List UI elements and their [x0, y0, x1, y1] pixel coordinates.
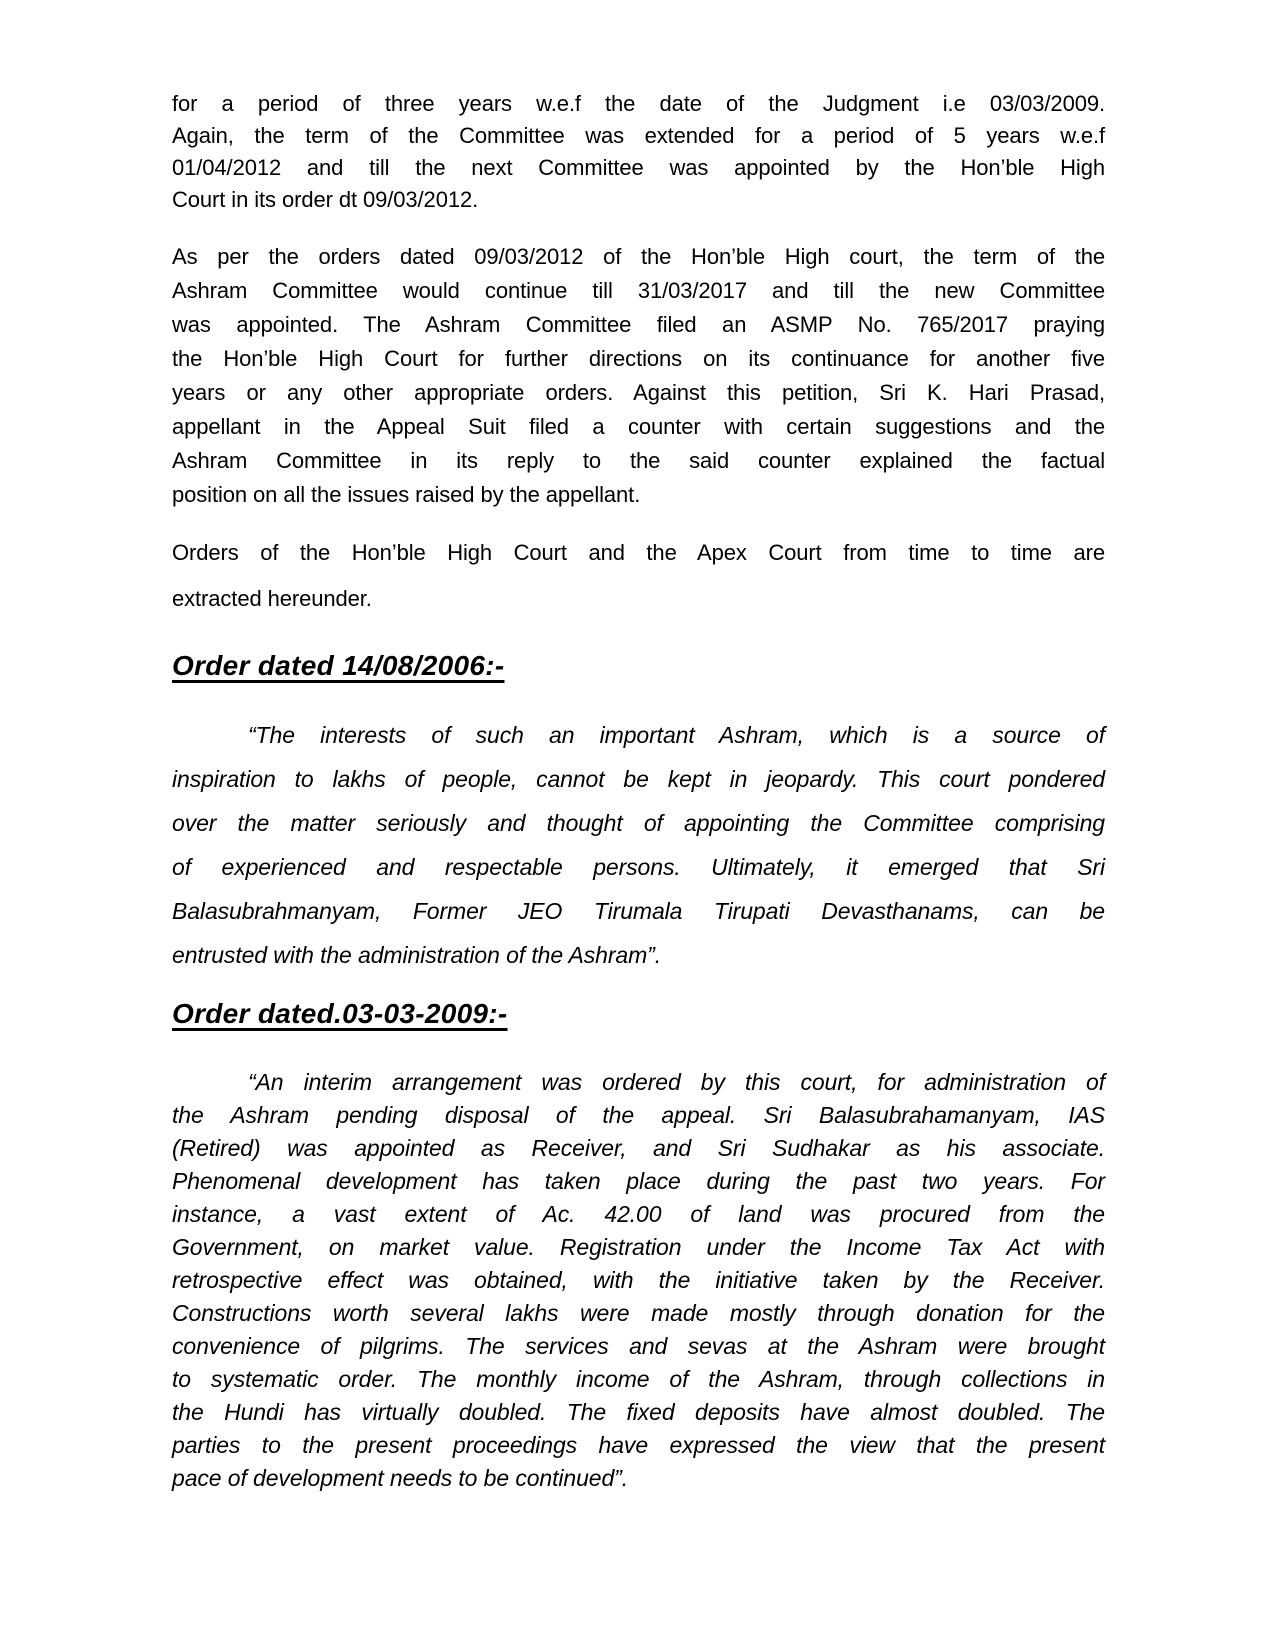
order-2009-heading — [172, 996, 1105, 1032]
text-line: “The interests of such an important Ashram, which is a source of — [248, 722, 1105, 748]
text-line: convenience of pilgrims. The services and sevas at the Ashram were brought — [172, 1333, 1105, 1359]
text-line: pace of development needs to be continued”. — [172, 1465, 629, 1491]
text-line: Again, the term of the Committee was extended for a period of 5 years w.e.f — [172, 123, 1105, 148]
text-line: extracted hereunder. — [172, 586, 372, 611]
text-line: As per the orders dated 09/03/2012 of the Hon’ble High court, the term of the — [172, 244, 1105, 269]
text-line: parties to the present proceedings have expressed the view that the present — [172, 1432, 1105, 1458]
text-line: entrusted with the administration of the Ashram”. — [172, 942, 661, 968]
order-2006-quote — [172, 713, 1105, 977]
order-2006-heading-text: Order dated 14/08/2006:- — [172, 650, 505, 681]
text-line: of experienced and respectable persons. Ultimately, it emerged that Sri — [172, 854, 1105, 880]
continuation-paragraph — [172, 88, 1105, 216]
text-line: years or any other appropriate orders. Against this petition, Sri K. Hari Prasad, — [172, 380, 1105, 405]
text-line: (Retired) was appointed as Receiver, and Sri Sudhakar as his associate. — [172, 1135, 1105, 1161]
text-line: inspiration to lakhs of people, cannot be kept in jeopardy. This court pondered — [172, 766, 1105, 792]
text-line: for a period of three years w.e.f the date of the Judgment i.e 03/03/2009. — [172, 91, 1105, 116]
text-line: appellant in the Appeal Suit filed a counter with certain suggestions and the — [172, 414, 1105, 439]
text-line: over the matter seriously and thought of appointing the Committee comprising — [172, 810, 1105, 836]
extract-intro-paragraph — [172, 530, 1105, 622]
text-line: was appointed. The Ashram Committee filed an ASMP No. 765/2017 praying — [172, 312, 1105, 337]
order-2009-quote — [172, 1066, 1105, 1495]
text-line: retrospective effect was obtained, with the initiative taken by the Receiver. — [172, 1267, 1105, 1293]
text-line: Constructions worth several lakhs were made mostly through donation for the — [172, 1300, 1105, 1326]
text-line: position on all the issues raised by the appellant. — [172, 482, 641, 507]
text-line: the Hon’ble High Court for further directions on its continuance for another five — [172, 346, 1105, 371]
text-line: Ashram Committee would continue till 31/03/2017 and till the new Committee — [172, 278, 1105, 303]
text-line: the Ashram pending disposal of the appeal. Sri Balasubrahamanyam, IAS — [172, 1102, 1105, 1128]
order-2009-heading-text: Order dated.03-03-2009:- — [172, 998, 508, 1029]
text-line: Government, on market value. Registration under the Income Tax Act with — [172, 1234, 1105, 1260]
order-2006-heading — [172, 648, 1105, 684]
text-line: the Hundi has virtually doubled. The fixed deposits have almost doubled. The — [172, 1399, 1105, 1425]
document-content — [172, 88, 1105, 1495]
text-line: Ashram Committee in its reply to the said counter explained the factual — [172, 448, 1105, 473]
text-line: to systematic order. The monthly income of the Ashram, through collections in — [172, 1366, 1105, 1392]
text-line: Phenomenal development has taken place during the past two years. For — [172, 1168, 1105, 1194]
text-line: “An interim arrangement was ordered by this court, for administration of — [248, 1069, 1105, 1095]
text-line: Balasubrahmanyam, Former JEO Tirumala Tirupati Devasthanams, can be — [172, 898, 1105, 924]
orders-2012-paragraph — [172, 240, 1105, 512]
text-line: Court in its order dt 09/03/2012. — [172, 187, 479, 212]
text-line: instance, a vast extent of Ac. 42.00 of land was procured from the — [172, 1201, 1105, 1227]
text-line: 01/04/2012 and till the next Committee was appointed by the Hon’ble High — [172, 155, 1105, 180]
text-line: Orders of the Hon’ble High Court and the Apex Court from time to time are — [172, 540, 1105, 565]
